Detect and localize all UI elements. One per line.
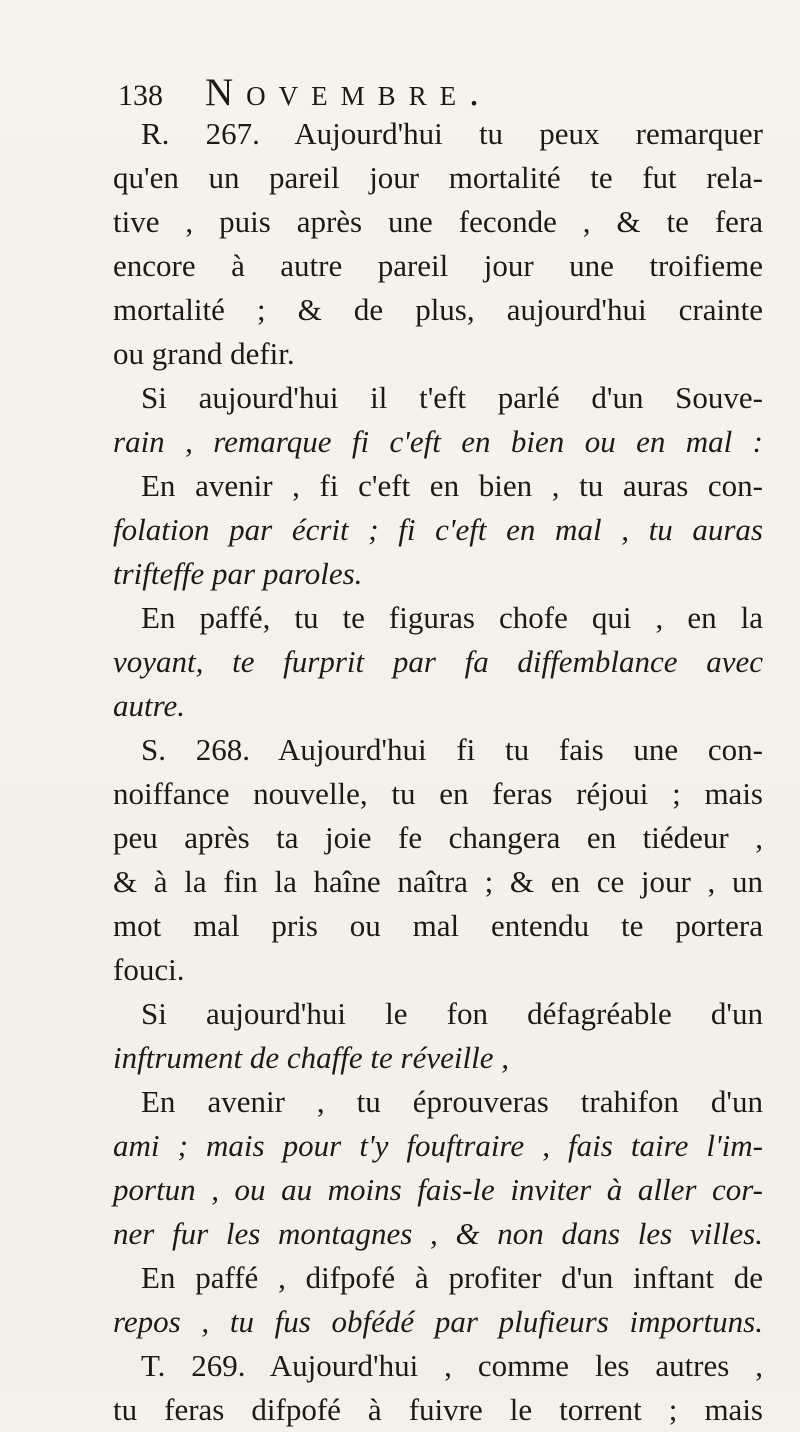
text-line: rain , remarque fi c'eft en bien ou en mal : [113, 424, 763, 459]
text-line: tu feras difpofé à fuivre le torrent ; mais [113, 1392, 763, 1427]
text-line: portun , ou au moins fais-le inviter à aller cor- [113, 1172, 763, 1207]
text-line: ami ; mais pour t'y fouftraire , fais taire l'im- [113, 1128, 763, 1163]
text-line: S. 268. Aujourd'hui fi tu fais une con- [141, 732, 763, 767]
page-header [118, 70, 720, 114]
text-line: noiffance nouvelle, tu en feras réjoui ; mais [113, 776, 763, 811]
text-line: En avenir , tu éprouveras trahifon d'un [141, 1084, 763, 1119]
text-line: En paffé, tu te figuras chofe qui , en la [141, 600, 763, 635]
running-title: Novembre. [205, 71, 492, 114]
text-line: R. 267. Aujourd'hui tu peux remarquer [141, 116, 763, 151]
text-line: En avenir , fi c'eft en bien , tu auras con- [141, 468, 763, 503]
text-line: En paffé , difpofé à profiter d'un inftant de [141, 1260, 763, 1295]
text-line: fouci. [113, 952, 185, 987]
text-line: ou grand defir. [113, 336, 295, 371]
text-line: peu après ta joie fe changera en tiédeur , [113, 820, 763, 855]
text-line: tive , puis après une feconde , & te fera [113, 204, 763, 239]
text-line: T. 269. Aujourd'hui , comme les autres , [141, 1348, 763, 1383]
text-line: autre. [113, 688, 186, 723]
text-line: trifteffe par paroles. [113, 556, 363, 591]
text-line: mot mal pris ou mal entendu te portera [113, 908, 763, 943]
text-line: qu'en un pareil jour mortalité te fut rela- [113, 160, 763, 195]
text-line: repos , tu fus obfédé par plufieurs importuns. [113, 1304, 763, 1339]
body-text [113, 112, 763, 1432]
text-line: voyant, te furprit par fa diffemblance avec [113, 644, 763, 679]
text-line: encore à autre pareil jour une troifieme [113, 248, 763, 283]
text-line: ner fur les montagnes , & non dans les villes. [113, 1216, 763, 1251]
text-line: Si aujourd'hui il t'eft parlé d'un Souve- [141, 380, 763, 415]
text-line: mortalité ; & de plus, aujourd'hui crainte [113, 292, 763, 327]
text-line: inftrument de chaffe te réveille , [113, 1040, 509, 1075]
text-line: folation par écrit ; fi c'eft en mal , tu auras [113, 512, 763, 547]
page-number: 138 [118, 79, 163, 112]
text-line: Si aujourd'hui le fon défagréable d'un [141, 996, 763, 1031]
text-line: & à la fin la haîne naîtra ; & en ce jour , un [113, 864, 763, 899]
